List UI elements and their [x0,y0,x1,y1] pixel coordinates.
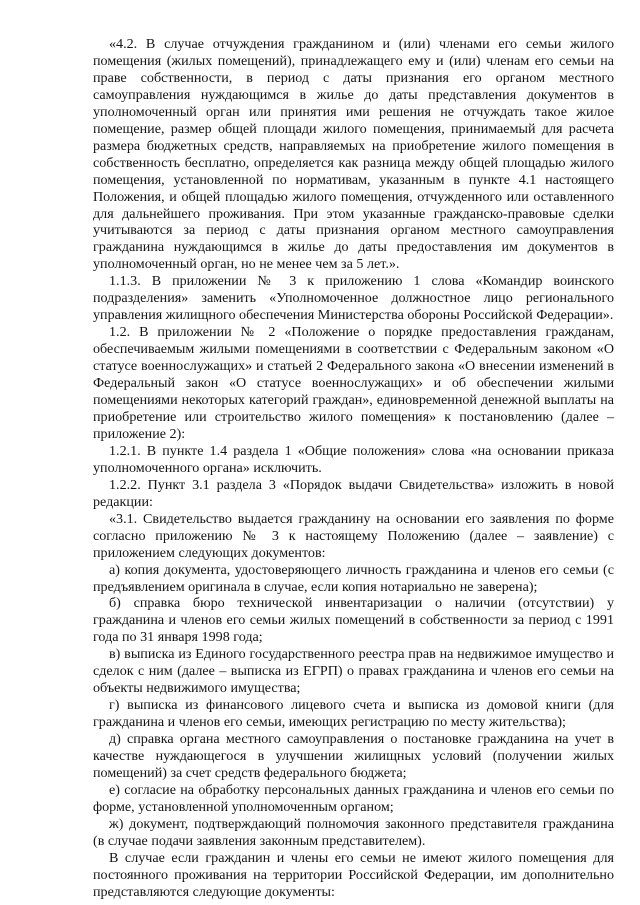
list-item-zh: ж) документ, подтверждающий полномочия законного представителя гражданина (в случае подачи заявления законным представителем). [93,815,614,849]
paragraph-1-2-2: 1.2.2. Пункт 3.1 раздела 3 «Порядок выдачи Свидетельства» изложить в новой редакции: [93,476,614,510]
list-item-a: а) копия документа, удостоверяющего личность гражданина и членов его семьи (с предъявлением оригинала в случае, если копия нотариально не заверена); [93,561,614,595]
paragraph-1-2-1: 1.2.1. В пункте 1.4 раздела 1 «Общие положения» слова «на основании приказа уполномоченного органа» исключить. [93,442,614,476]
list-item-v: в) выписка из Единого государственного реестра прав на недвижимое имущество и сделок с ним (далее – выписка из ЕГРП) о правах гражданина и членов его семьи на объекты недвижимого имущества; [93,646,614,697]
document-body [93,36,614,901]
paragraph-1-2: 1.2. В приложении № 2 «Положение о порядке предоставления гражданам, обеспечиваемым жилыми помещениями в соответствии с Федеральным законом «О статусе военнослужащих» и статьей 2 Федерального закона «О внесении изменений в Федеральный закон «О статусе военнослужащих» и об обеспечении жилыми помещениями некоторых категорий граждан», единовременной денежной выплаты на приобретение или строительство жилого помещения» к постановлению (далее – приложение 2): [93,324,614,442]
paragraph-1-1-3: 1.1.3. В приложении № 3 к приложению 1 слова «Командир воинского подразделения» заменить «Уполномоченное должностное лицо регионального управления жилищного обеспечения Министерства обороны Российской Федерации». [93,273,614,324]
list-item-b: б) справка бюро технической инвентаризации о наличии (отсутствии) у гражданина и членов его семьи жилых помещений в собственности за период с 1991 года по 31 января 1998 года; [93,595,614,646]
paragraph-3-1: «3.1. Свидетельство выдается гражданину на основании его заявления по форме согласно приложению № 3 к настоящему Положению (далее – заявление) с приложением следующих документов: [93,510,614,561]
list-item-d: д) справка органа местного самоуправления о постановке гражданина на учет в качестве нуждающегося в улучшении жилищных условий (получении жилых помещений) за счет средств федерального бюджета; [93,731,614,781]
paragraph-4-2: «4.2. В случае отчуждения гражданином и (или) членами его семьи жилого помещения (жилых помещений), принадлежащего ему и (или) членам его семьи на праве собственности, в период с даты признания его органом местного самоуправления нуждающимся в жилье до даты представления документов в уполномоченный орган или принятия ими решения не отчуждать такое жилое помещение, размер общей площади жилого помещения, принимаемый для расчета размера бюджетных средств, направляемых на приобретение жилого помещения в собственность бесплатно, определяется как разница между общей площадью жилого помещения, установленной по нормативам, указанным в пункте 4.1 настоящего Положения, и общей площадью жилого помещения, отчужденного или оставленного для дальнейшего проживания. При этом указанные гражданско-правовые сделки учитываются за период с даты признания органом местного самоуправления гражданина нуждающимся в жилье до даты предоставления им документов в уполномоченный орган, но не менее чем за 5 лет.». [93,36,614,273]
list-item-g: г) выписка из финансового лицевого счета и выписка из домовой книги (для гражданина и членов его семьи, имеющих регистрацию по месту жительства); [93,697,614,731]
paragraph-additional-documents: В случае если гражданин и члены его семьи не имеют жилого помещения для постоянного проживания на территории Российской Федерации, им дополнительно представляются следующие документы: [93,849,614,900]
list-item-e: е) согласие на обработку персональных данных гражданина и членов его семьи по форме, установленной уполномоченным органом; [93,781,614,815]
